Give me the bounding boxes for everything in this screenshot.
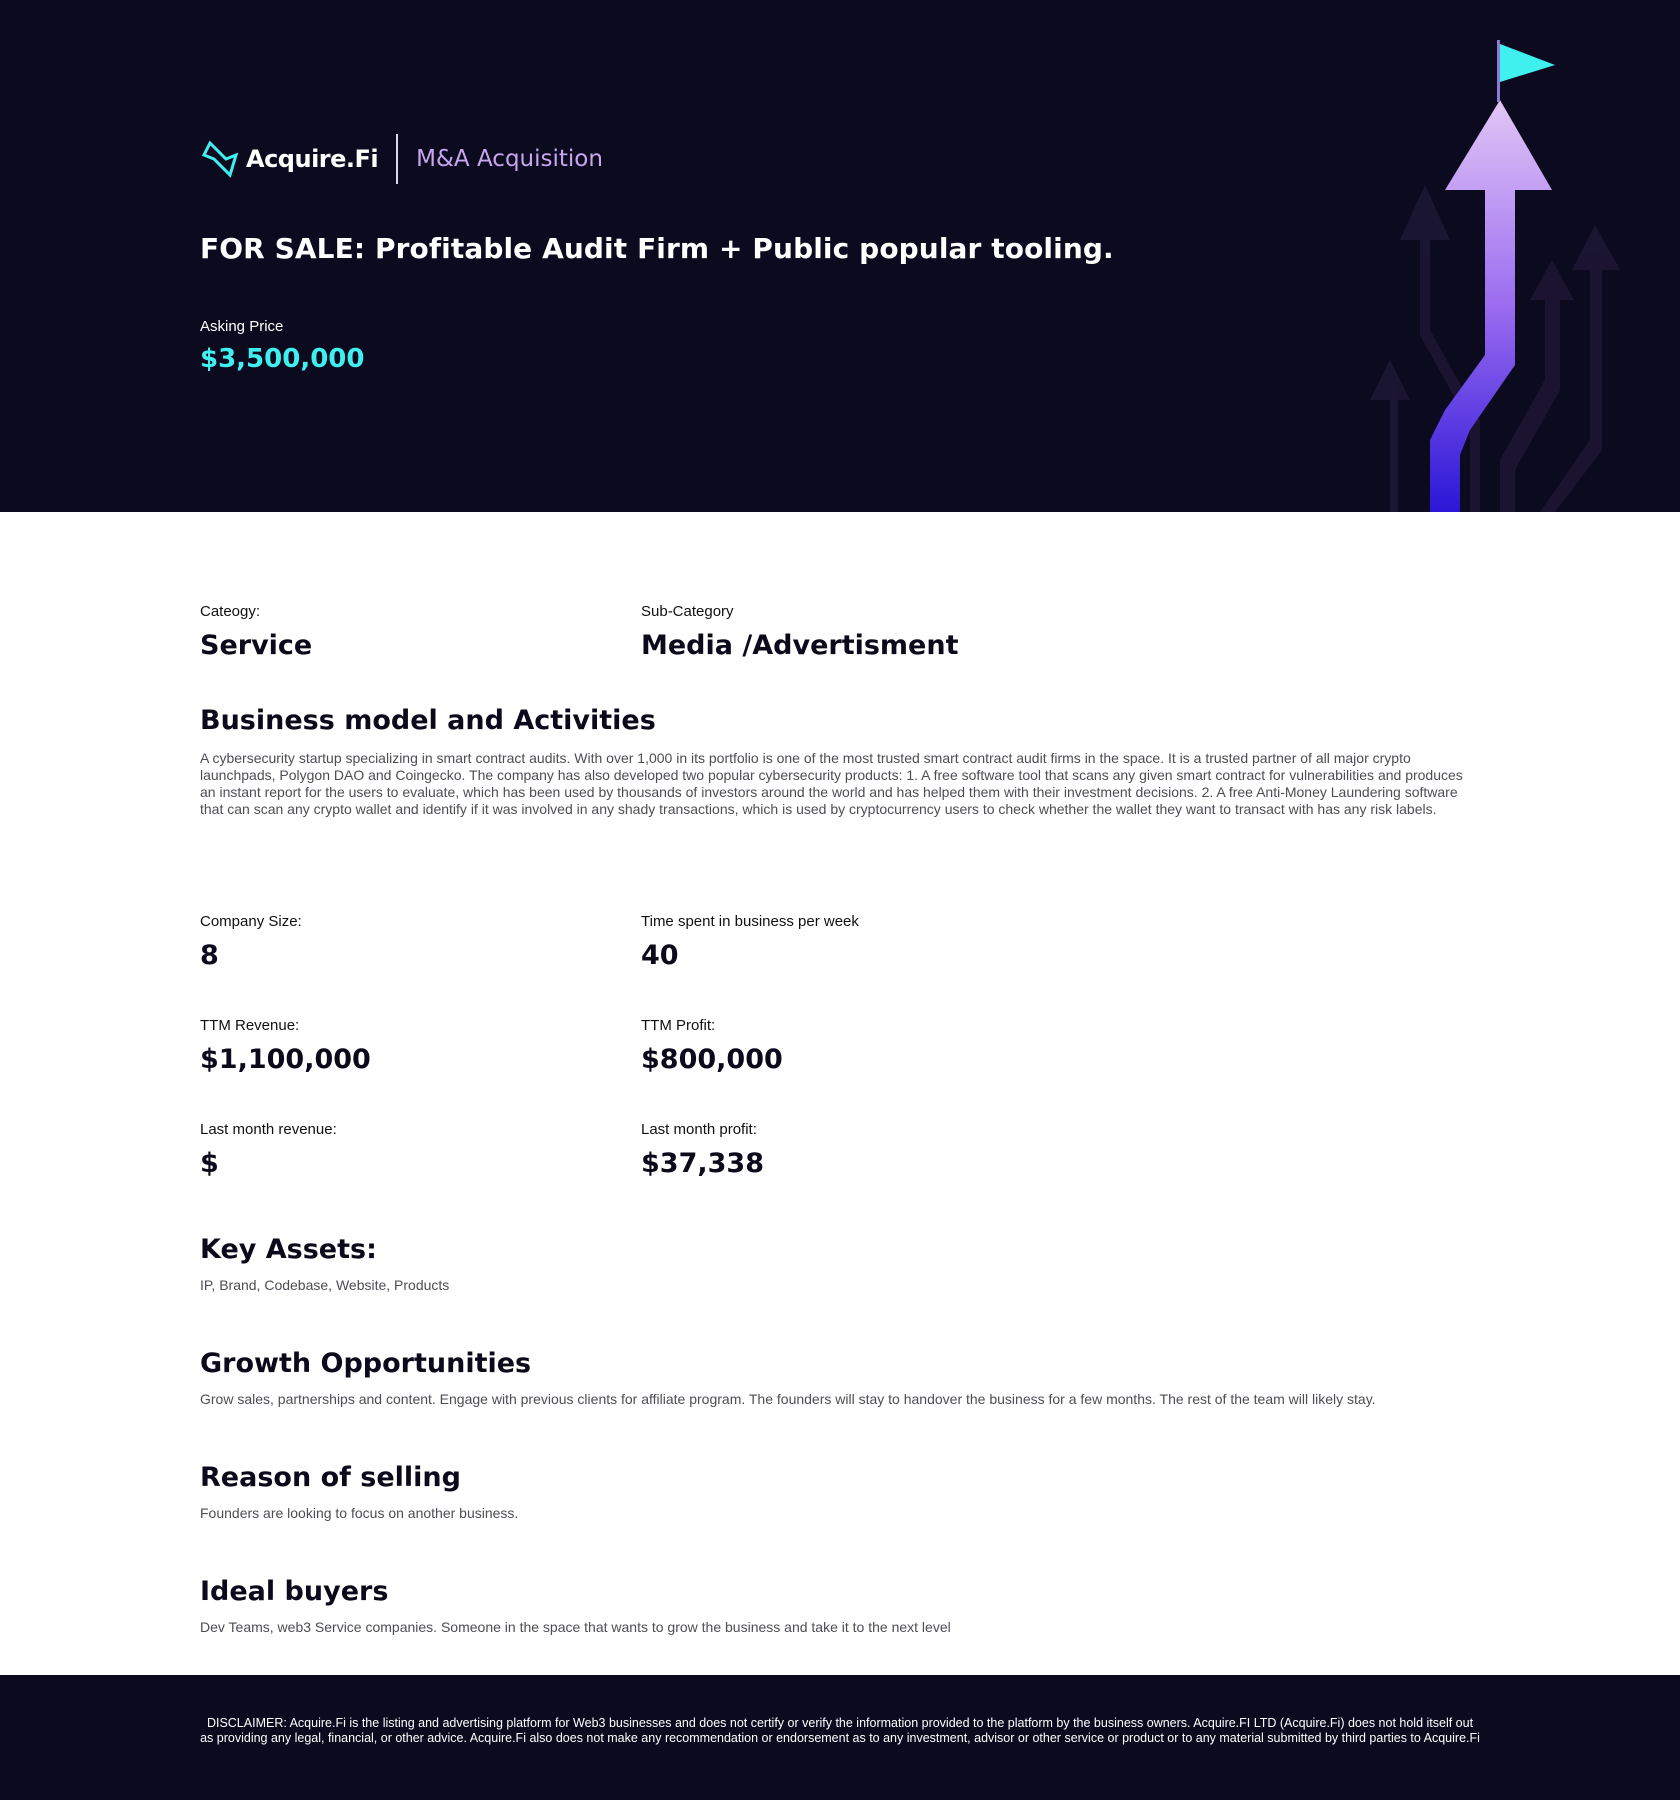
asking-price-label: Asking Price bbox=[200, 318, 284, 335]
company-size-value: 8 bbox=[200, 940, 219, 971]
acquirefi-logo-icon bbox=[200, 139, 240, 179]
footer bbox=[0, 1675, 1680, 1800]
hero-header bbox=[0, 0, 1680, 512]
disclaimer-text: DISCLAIMER: Acquire.Fi is the listing and advertising platform for Web3 businesses and does not certify or verify the information provided to the platform by the business owners. Acquire.FI LTD (Acquire.Fi) does not hold itself out as providing any legal, financial, or other advice. Acquire.Fi also does not make any recommendation or endorsement as to any investment, advisor or other service or product or to any material submitted by third parties to Acquire.Fi bbox=[200, 1716, 1480, 1745]
growth-title: Growth Opportunities bbox=[200, 1348, 532, 1379]
last-month-revenue-value: $ bbox=[200, 1148, 219, 1179]
last-month-profit-value: $37,338 bbox=[641, 1148, 764, 1179]
last-month-revenue-field bbox=[200, 1121, 337, 1179]
reason-text: Founders are looking to focus on another business. bbox=[200, 1505, 519, 1521]
last-month-profit-field bbox=[641, 1121, 764, 1179]
last-month-profit-label: Last month profit: bbox=[641, 1121, 757, 1138]
ttm-revenue-value: $1,100,000 bbox=[200, 1044, 371, 1075]
subcategory-label: Sub-Category bbox=[641, 603, 734, 620]
key-assets-text: IP, Brand, Codebase, Website, Products bbox=[200, 1277, 450, 1293]
listing-title: FOR SALE: Profitable Audit Firm + Public popular tooling. bbox=[200, 232, 1114, 265]
company-size-field bbox=[200, 913, 302, 971]
time-spent-label: Time spent in business per week bbox=[641, 913, 859, 930]
ttm-profit-value: $800,000 bbox=[641, 1044, 783, 1075]
growth-arrows-illustration bbox=[1340, 0, 1680, 512]
reason-title: Reason of selling bbox=[200, 1462, 461, 1493]
time-spent-field bbox=[641, 913, 859, 971]
business-model-text: A cybersecurity startup specializing in smart contract audits. With over 1,000 in its portfolio is one of the most trusted smart contract audit firms in the space. It is a trusted partner of all major crypto launchpads, Polygon DAO and Coingecko. The company has also developed two popular cybersecurity products: 1. A free software tool that scans any given smart contract for vulnerabilities and produces an instant report for the users to evaluate, which has been used by thousands of investors around the world and has helped them with their investment decisions. 2. A free Anti-Money Laundering software that can scan any crypto wallet and identify if it was involved in any shady transactions, which is used by cryptocurrency users to check whether the wallet they want to transact with has any risk labels. bbox=[200, 750, 1463, 817]
category-label: Cateogy: bbox=[200, 603, 261, 620]
ideal-buyers-text: Dev Teams, web3 Service companies. Someone in the space that wants to grow the business and take it to the next level bbox=[200, 1619, 951, 1635]
subcategory-value: Media /Advertisment bbox=[641, 630, 959, 661]
brand-divider bbox=[396, 134, 398, 184]
key-assets-title: Key Assets: bbox=[200, 1234, 377, 1265]
time-spent-value: 40 bbox=[641, 940, 679, 971]
ttm-revenue-field bbox=[200, 1017, 371, 1075]
subcategory-field bbox=[641, 603, 959, 661]
ttm-profit-field bbox=[641, 1017, 783, 1075]
ttm-profit-label: TTM Profit: bbox=[641, 1017, 716, 1034]
ttm-revenue-label: TTM Revenue: bbox=[200, 1017, 300, 1034]
category-value: Service bbox=[200, 630, 313, 661]
brand-name: Acquire.Fi bbox=[246, 145, 379, 173]
ideal-buyers-title: Ideal buyers bbox=[200, 1576, 389, 1607]
brand[interactable] bbox=[200, 134, 603, 184]
asking-price-value: $3,500,000 bbox=[200, 344, 365, 374]
business-model-title: Business model and Activities bbox=[200, 705, 656, 736]
company-size-label: Company Size: bbox=[200, 913, 302, 930]
brand-subtitle: M&A Acquisition bbox=[416, 146, 603, 172]
last-month-revenue-label: Last month revenue: bbox=[200, 1121, 337, 1138]
category-field bbox=[200, 603, 312, 661]
growth-text: Grow sales, partnerships and content. Engage with previous clients for affiliate program. The founders will stay to handover the business for a few months. The rest of the team will likely stay. bbox=[200, 1391, 1376, 1407]
